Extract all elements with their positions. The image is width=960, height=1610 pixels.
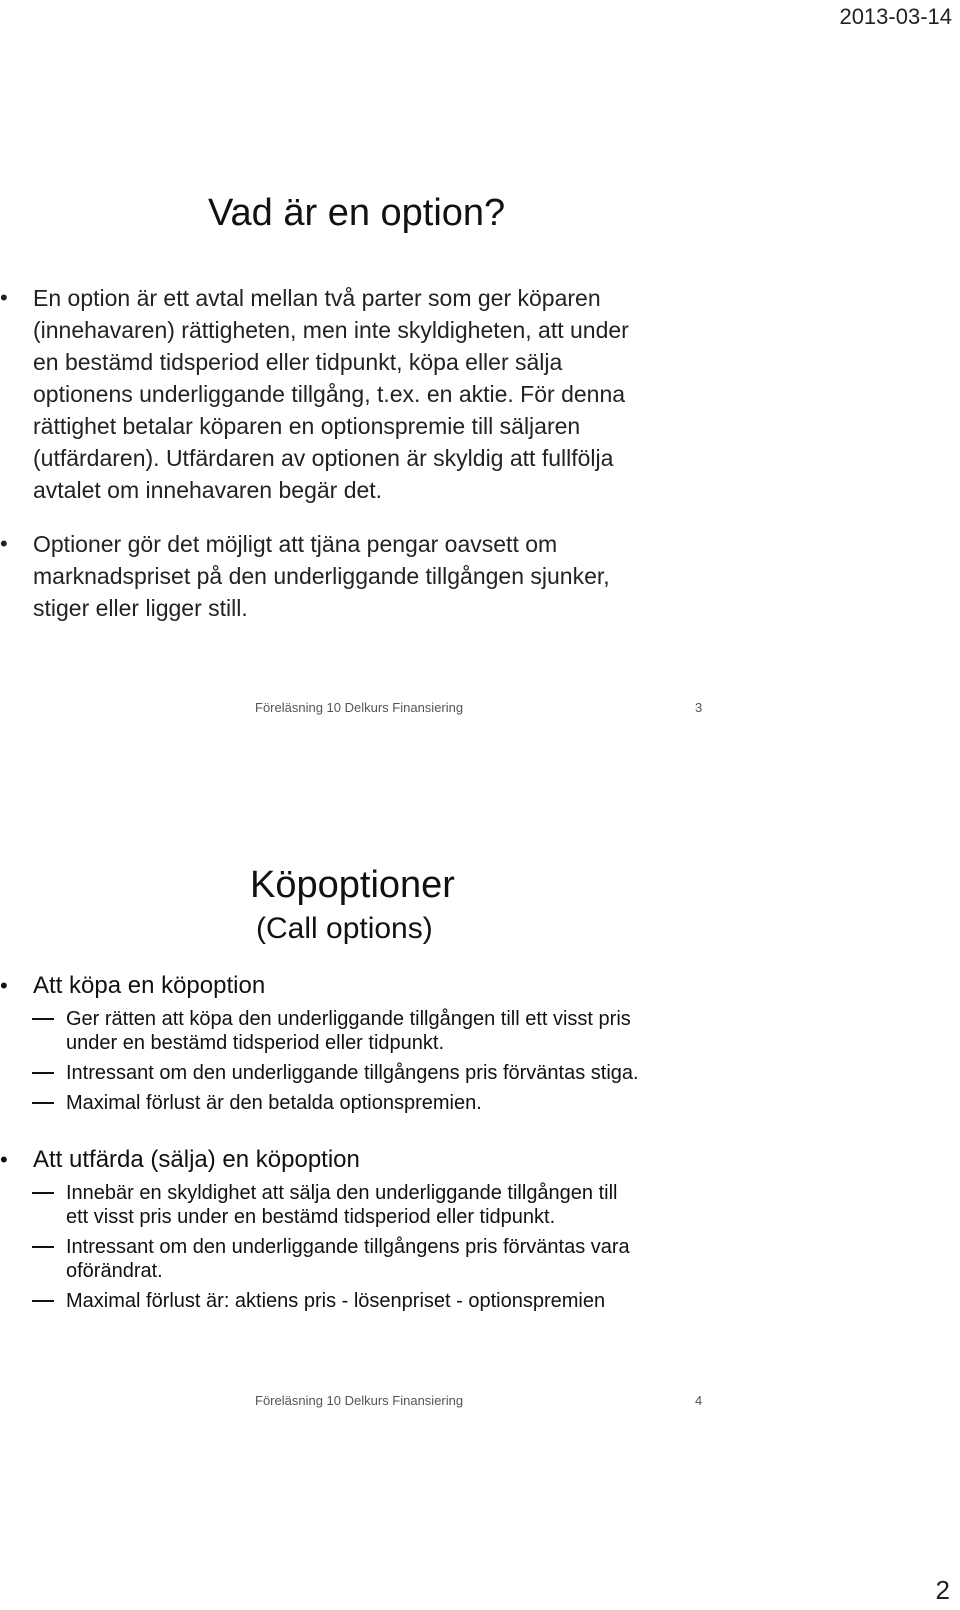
slide-4-group-sell <box>0 1145 933 1319</box>
text-line: Intressant om den underliggande tillgångens pris förväntas stiga. <box>66 1062 639 1084</box>
bullet-dot-icon: • <box>0 1147 8 1172</box>
document-date: 2013-03-14 <box>839 4 952 29</box>
text-line: rättighet betalar köparen en optionspremie till säljaren <box>33 413 581 439</box>
sub-bullet-item <box>66 1289 933 1313</box>
text-line: En option är ett avtal mellan två parter som ger köparen <box>33 285 601 311</box>
bullet-dot-icon: • <box>0 285 8 310</box>
sub-bullet-item <box>66 1091 933 1115</box>
sub-bullet-item <box>66 1235 933 1283</box>
text-line: avtalet om innehavaren begär det. <box>33 477 383 503</box>
text-line: optionens underliggande tillgång, t.ex. en aktie. För denna <box>33 381 626 407</box>
text-line: ett visst pris under en bestämd tidsperiod eller tidpunkt. <box>66 1206 556 1228</box>
bullet-item <box>0 528 933 624</box>
text-line: Optioner gör det möjligt att tjäna pengar oavsett om <box>33 531 558 557</box>
bullet-item <box>0 1145 933 1313</box>
dash-icon <box>32 1072 54 1074</box>
sub-bullet-item <box>66 1061 933 1085</box>
text-line: Maximal förlust är den betalda optionspremien. <box>66 1092 482 1114</box>
text-line: Innebär en skyldighet att sälja den underliggande tillgången till <box>66 1182 618 1204</box>
dash-icon <box>32 1018 54 1020</box>
bullet-item <box>0 971 933 1115</box>
slide-4-subtitle: (Call options) <box>256 912 433 945</box>
sub-bullet-item <box>66 1181 933 1229</box>
slide-4-group-buy <box>0 971 933 1121</box>
page-number: 2 <box>935 1575 950 1605</box>
sub-bullets <box>66 1007 933 1115</box>
text-line: marknadspriset på den underliggande tillgången sjunker, <box>33 563 610 589</box>
sub-bullets <box>66 1181 933 1313</box>
slide-3-footer: Föreläsning 10 Delkurs Finansiering <box>255 700 464 715</box>
slide-3-number: 3 <box>695 700 703 715</box>
slide-3-title: Vad är en option? <box>208 192 506 234</box>
text-line: Intressant om den underliggande tillgångens pris förväntas vara <box>66 1236 630 1258</box>
text-line: Maximal förlust är: aktiens pris - lösenpriset - optionspremien <box>66 1290 606 1312</box>
dash-icon <box>32 1102 54 1104</box>
dash-icon <box>32 1192 54 1194</box>
text-line: oförändrat. <box>66 1260 163 1282</box>
text-line: stiger eller ligger still. <box>33 595 248 621</box>
slide-4-number: 4 <box>695 1393 703 1408</box>
text-line: under en bestämd tidsperiod eller tidpunkt. <box>66 1032 445 1054</box>
slide-4-title: Köpoptioner <box>250 864 455 906</box>
text-line: (innehavaren) rättigheten, men inte skyldigheten, att under <box>33 317 629 343</box>
slide-3-bullets <box>0 282 933 624</box>
group-heading: Att köpa en köpoption <box>33 972 266 999</box>
text-line: (utfärdaren). Utfärdaren av optionen är skyldig att fullfölja <box>33 445 614 471</box>
slide-4-footer: Föreläsning 10 Delkurs Finansiering <box>255 1393 464 1408</box>
bullet-dot-icon: • <box>0 531 8 556</box>
text-line: en bestämd tidsperiod eller tidpunkt, köpa eller sälja <box>33 349 563 375</box>
sub-bullet-item <box>66 1007 933 1055</box>
text-line: Ger rätten att köpa den underliggande tillgången till ett visst pris <box>66 1008 631 1030</box>
dash-icon <box>32 1246 54 1248</box>
bullet-dot-icon: • <box>0 973 8 998</box>
bullet-item <box>0 282 933 506</box>
dash-icon <box>32 1300 54 1302</box>
group-heading: Att utfärda (sälja) en köpoption <box>33 1146 360 1173</box>
